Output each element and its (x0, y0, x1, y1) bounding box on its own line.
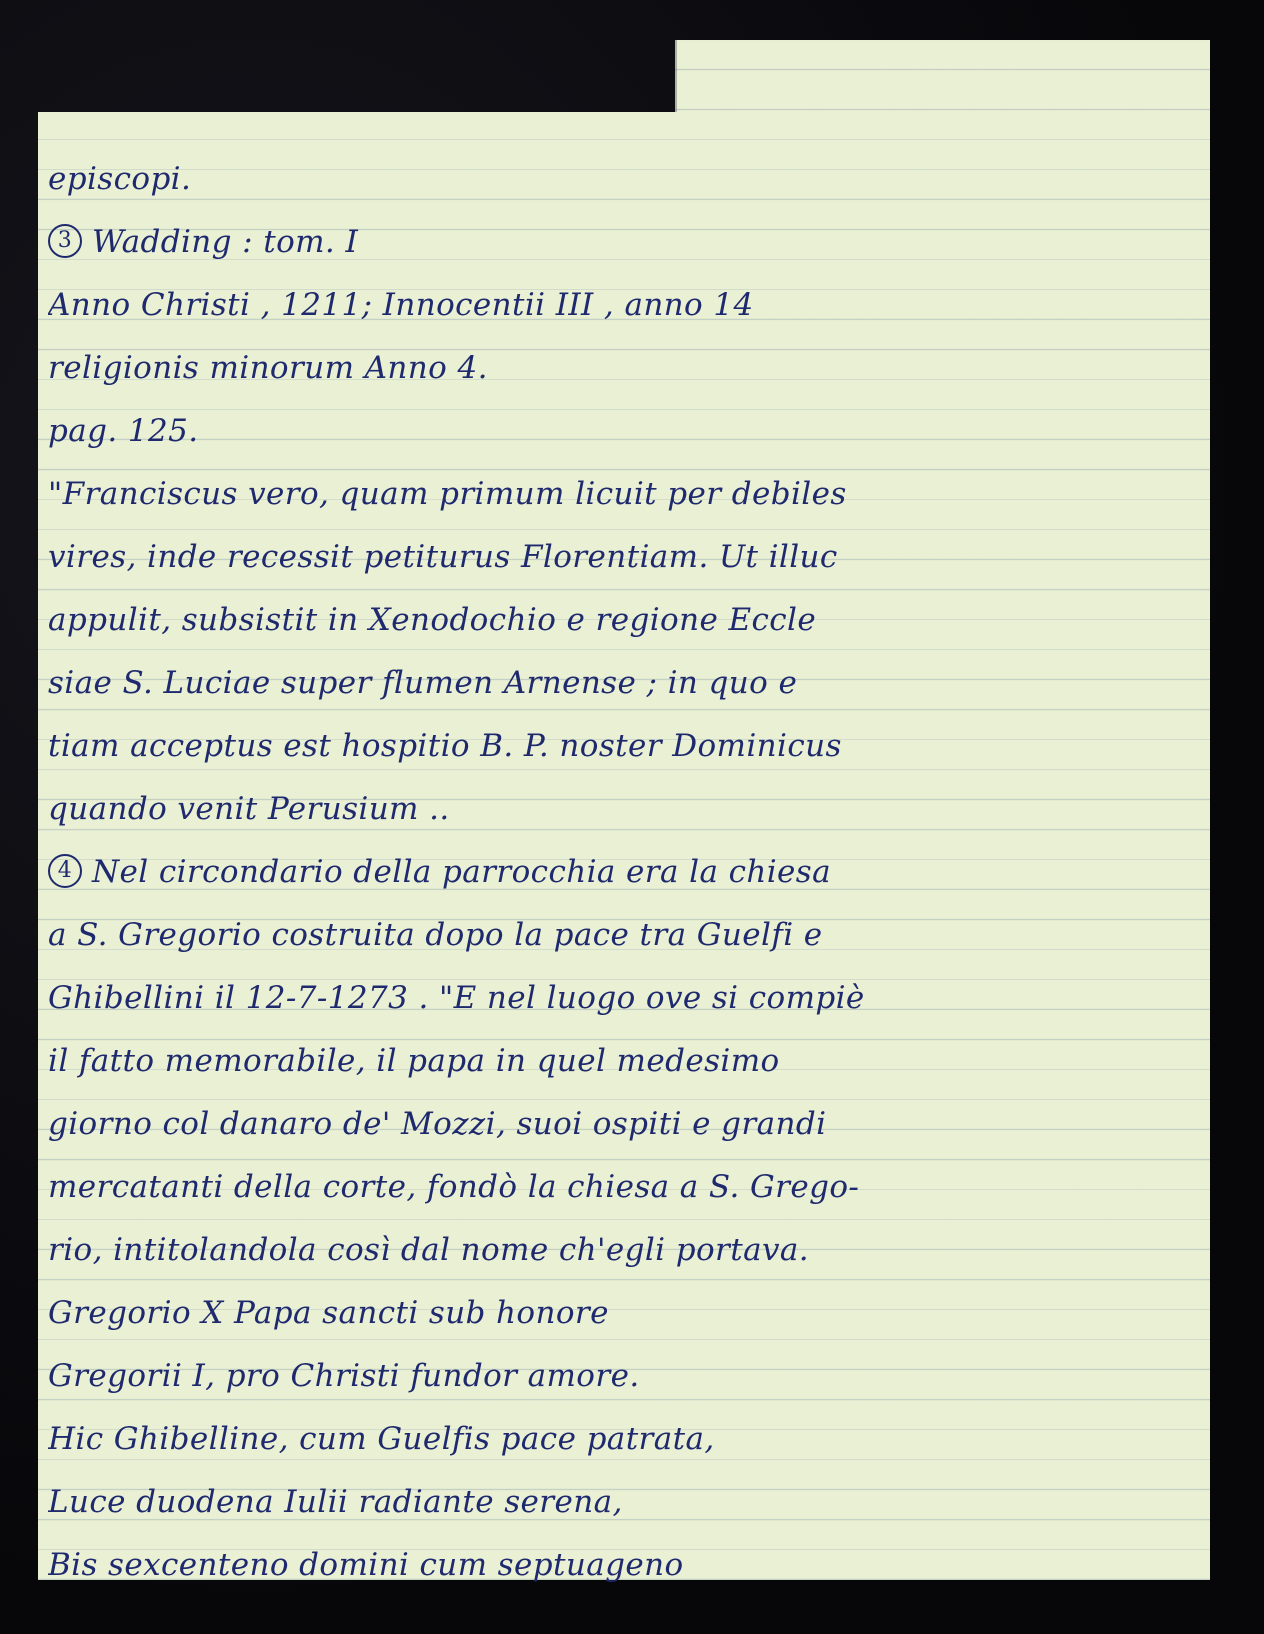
note-number: 4 (48, 854, 82, 888)
handwritten-text (48, 148, 1178, 1597)
text-line: Ghibellini il 12-7-1273 . "E nel luogo ove si compiè (48, 980, 865, 1016)
text-line: appulit, subsistit in Xenodochio e regione Eccle (48, 602, 817, 638)
verse-line: Hic Ghibelline, cum Guelfis pace patrata, (48, 1421, 715, 1457)
verse-line: Gregorii I, pro Christi fundor amore. (48, 1358, 640, 1394)
text-line: vires, inde recessit petiturus Florentiam. Ut illuc (48, 539, 838, 575)
text-line: religionis minorum Anno 4. (48, 350, 488, 386)
text-line: siae S. Luciae super flumen Arnense ; in quo e (48, 665, 798, 701)
text-line: tiam acceptus est hospitio B. P. noster Dominicus (48, 728, 842, 764)
text-line: il fatto memorabile, il papa in quel medesimo (48, 1043, 780, 1079)
text-line: a S. Gregorio costruita dopo la pace tra Guelfi e (48, 917, 823, 953)
text-line: Anno Christi , 1211; Innocentii III , anno 14 (48, 287, 754, 323)
text-line: quando venit Perusium .. (48, 791, 450, 827)
paper-notch-edge (675, 40, 677, 112)
text-line: "Franciscus vero, quam primum licuit per debiles (48, 476, 847, 512)
inscription-verse (48, 1282, 1178, 1597)
text-line: mercatanti della corte, fondò la chiesa a S. Grego- (48, 1169, 860, 1205)
text-line: pag. 125. (48, 413, 199, 449)
verse-line: Luce duodena Iulii radiante serena, (48, 1484, 623, 1520)
text-line: giorno col danaro de' Mozzi, suoi ospiti e grandi (48, 1106, 827, 1142)
text-line: rio, intitolandola così dal nome ch'egli portava. (48, 1232, 810, 1268)
verse-line: Gregorio X Papa sancti sub honore (48, 1295, 609, 1331)
text-line: episcopi. (48, 161, 192, 197)
text-line: 3 Wadding : tom. I (48, 211, 1178, 274)
text-line: 4 Nel circondario della parrocchia era la chiesa (48, 841, 1178, 904)
verse-line: Bis sexcenteno domini cum septuageno (48, 1547, 684, 1583)
note-number: 3 (48, 224, 82, 258)
